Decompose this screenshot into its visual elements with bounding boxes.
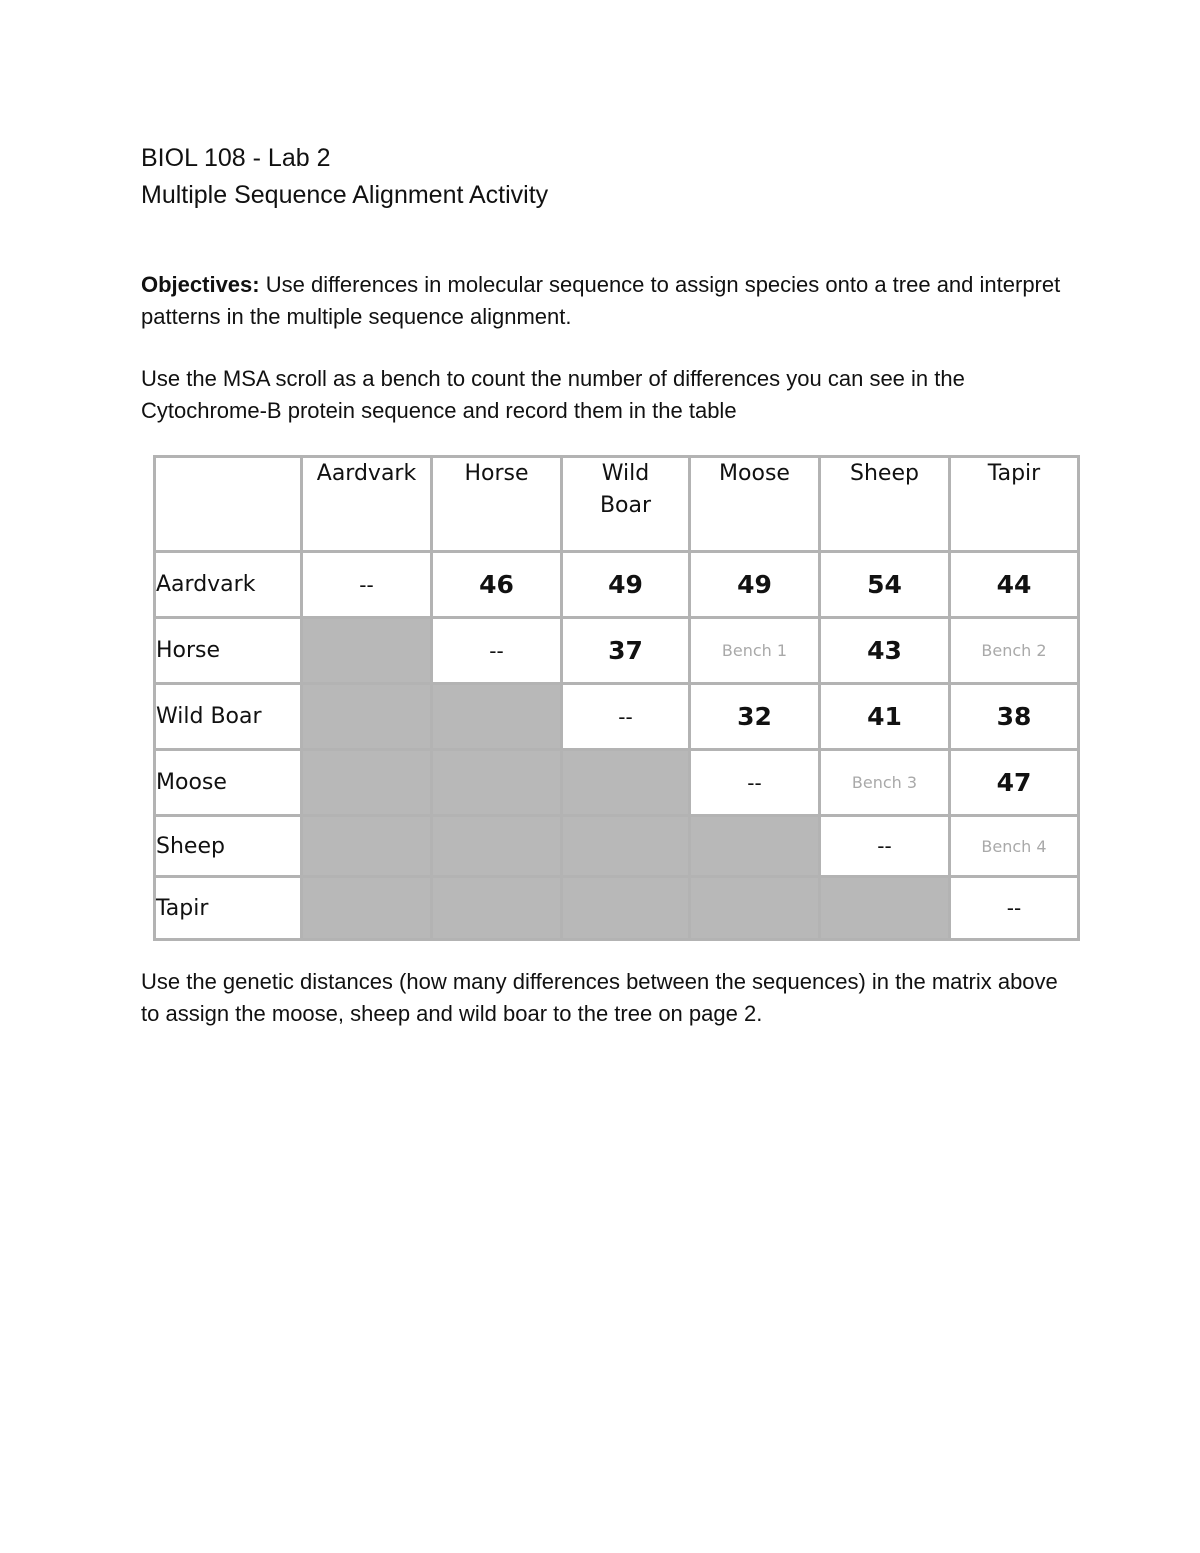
row-header-moose: Moose xyxy=(155,750,302,816)
distance-value-cell: 38 xyxy=(950,684,1079,750)
shaded-cell xyxy=(820,877,950,940)
diagonal-dash-cell: -- xyxy=(432,618,562,684)
diagonal-dash-cell: -- xyxy=(302,552,432,618)
bench-placeholder-cell: Bench 1 xyxy=(690,618,820,684)
shaded-cell xyxy=(690,816,820,877)
row-header-tapir: Tapir xyxy=(155,877,302,940)
shaded-cell xyxy=(302,750,432,816)
objectives-paragraph xyxy=(141,269,1071,333)
shaded-cell xyxy=(302,684,432,750)
objectives-label: Objectives: xyxy=(141,272,260,297)
matrix-row xyxy=(155,877,1079,940)
diagonal-dash-cell: -- xyxy=(562,684,690,750)
matrix-row xyxy=(155,552,1079,618)
distance-value-cell: 54 xyxy=(820,552,950,618)
shaded-cell xyxy=(690,877,820,940)
page-title: BIOL 108 - Lab 2 xyxy=(141,144,331,172)
shaded-cell xyxy=(432,750,562,816)
shaded-cell xyxy=(302,877,432,940)
shaded-cell xyxy=(432,816,562,877)
column-header-horse: Horse xyxy=(432,457,562,552)
bench-placeholder-cell: Bench 2 xyxy=(950,618,1079,684)
distance-value-cell: 43 xyxy=(820,618,950,684)
row-header-horse: Horse xyxy=(155,618,302,684)
distance-matrix-table xyxy=(153,455,1080,941)
column-header-moose: Moose xyxy=(690,457,820,552)
shaded-cell xyxy=(562,750,690,816)
distance-value-cell: 44 xyxy=(950,552,1079,618)
distance-value-cell: 46 xyxy=(432,552,562,618)
matrix-row xyxy=(155,618,1079,684)
page-subtitle: Multiple Sequence Alignment Activity xyxy=(141,181,549,209)
shaded-cell xyxy=(302,816,432,877)
shaded-cell xyxy=(562,877,690,940)
column-header-wild-boar: Wild Boar xyxy=(562,457,690,552)
shaded-cell xyxy=(432,684,562,750)
matrix-header-row xyxy=(155,457,1079,552)
diagonal-dash-cell: -- xyxy=(950,877,1079,940)
matrix-row xyxy=(155,750,1079,816)
matrix-corner-cell xyxy=(155,457,302,552)
shaded-cell xyxy=(432,877,562,940)
row-header-sheep: Sheep xyxy=(155,816,302,877)
matrix-row xyxy=(155,684,1079,750)
instructions-paragraph: Use the MSA scroll as a bench to count the number of differences you can see in the Cytochrome-B protein sequence and record them in the table xyxy=(141,366,965,423)
row-header-wild-boar: Wild Boar xyxy=(155,684,302,750)
shaded-cell xyxy=(562,816,690,877)
diagonal-dash-cell: -- xyxy=(820,816,950,877)
column-header-sheep: Sheep xyxy=(820,457,950,552)
distance-value-cell: 32 xyxy=(690,684,820,750)
diagonal-dash-cell: -- xyxy=(690,750,820,816)
distance-value-cell: 41 xyxy=(820,684,950,750)
column-header-aardvark: Aardvark xyxy=(302,457,432,552)
row-header-aardvark: Aardvark xyxy=(155,552,302,618)
column-header-tapir: Tapir xyxy=(950,457,1079,552)
distance-matrix-body xyxy=(155,457,1079,940)
matrix-row xyxy=(155,816,1079,877)
bench-placeholder-cell: Bench 4 xyxy=(950,816,1079,877)
distance-value-cell: 49 xyxy=(562,552,690,618)
distance-value-cell: 47 xyxy=(950,750,1079,816)
shaded-cell xyxy=(302,618,432,684)
followup-paragraph: Use the genetic distances (how many differences between the sequences) in the matrix above to assign the moose, sheep and wild boar to the tree on page 2. xyxy=(141,969,1058,1026)
distance-value-cell: 37 xyxy=(562,618,690,684)
objectives-text: Use differences in molecular sequence to assign species onto a tree and interpret patterns in the multiple sequence alignment. xyxy=(141,272,1061,329)
distance-value-cell: 49 xyxy=(690,552,820,618)
bench-placeholder-cell: Bench 3 xyxy=(820,750,950,816)
